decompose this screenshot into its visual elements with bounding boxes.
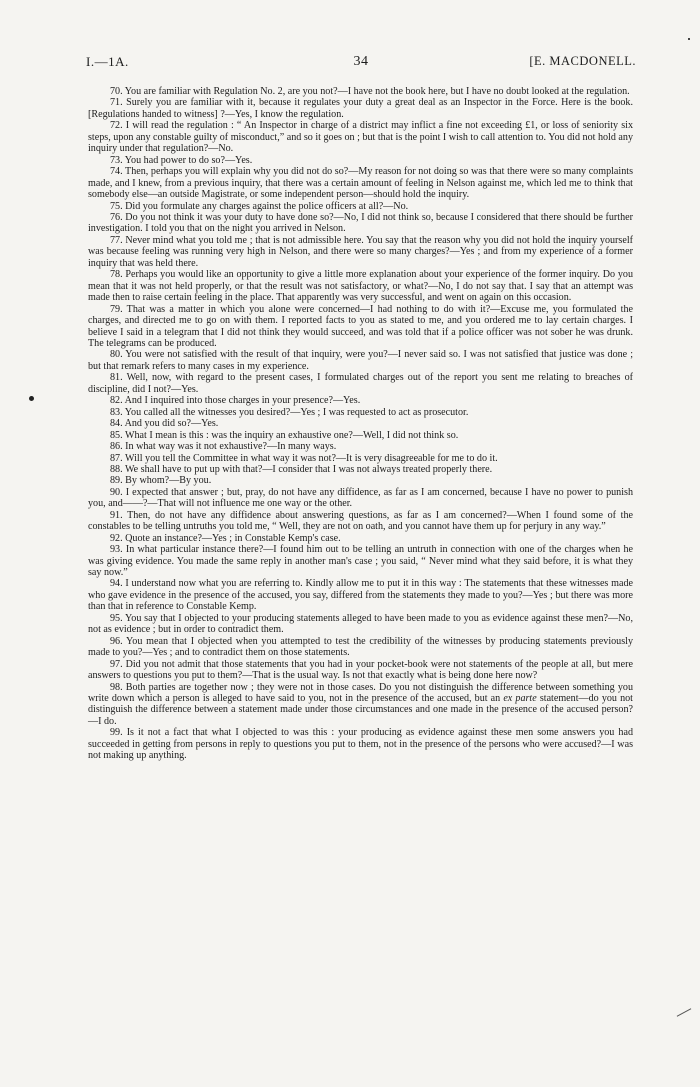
transcript-paragraph: 92. Quote an instance?—Yes ; in Constable Kemp's case.: [110, 532, 341, 544]
transcript-body: [88, 86, 633, 762]
transcript-paragraph: 84. And you did so?—Yes.: [110, 418, 219, 430]
transcript-paragraph: 78. Perhaps you would like an opportunity to give a little more explanation about your experience of the former inquiry. Do you mean that it was not held properly, or that the result was not satisfactory, or what?—No, I do not say that. I say that an attempt was made then to raise certain feeling in the place. That apparently was very successful, and went on again on this occasion.: [88, 269, 633, 304]
transcript-paragraph: 87. Will you tell the Committee in what way it was not?—It is very disagreeable for me to do it.: [110, 452, 498, 464]
transcript-paragraph: 85. What I mean is this : was the inquiry an exhaustive one?—Well, I did not think so.: [110, 429, 459, 441]
header-witness-name: [E. MACDONELL.: [529, 54, 636, 68]
transcript-paragraph: 70. You are familiar with Regulation No. 2, are you not?—I have not the book here, but I have no doubt looked at the regulation.: [110, 86, 630, 97]
margin-ink-dot: [29, 396, 34, 401]
transcript-paragraph: 75. Did you formulate any charges against the police officers at all?—No.: [110, 200, 409, 212]
transcript-paragraph: 82. And I inquired into those charges in your presence?—Yes.: [110, 395, 361, 407]
transcript-paragraph: 73. You had power to do so?—Yes.: [110, 154, 253, 166]
transcript-paragraph: 88. We shall have to put up with that?—I consider that I was not always treated properly there.: [110, 463, 493, 475]
transcript-paragraph: 99. Is it not a fact that what I objected to was this : your producing as evidence against these men some answers you had succeeded in getting from persons in reply to questions you put to them, not in the presence of the persons who were accused?—I was not making up anything.: [88, 727, 633, 762]
header-series-code: I.—1A.: [86, 54, 129, 69]
transcript-paragraph: 80. You were not satisfied with the result of that inquiry, were you?—I never said so. I was not satisfied that justice was done ; but that remark refers to many cases in my experience.: [88, 349, 633, 372]
transcript-paragraph: 72. I will read the regulation : “ An Inspector in charge of a district may inflict a fine not exceeding £1, or loss of seniority six steps, upon any constable guilty of misconduct,” and so it goes on ; but that is the point I wish to call attention to. You did not hold any inquiry under that regulation?—No.: [88, 120, 634, 155]
transcript-paragraph: 90. I expected that answer ; but, pray, do not have any diffidence, as far as I am concerned, because I have no power to punish you, and——?—That will not influence me one way or the other.: [88, 486, 633, 510]
page-number: 34: [353, 54, 369, 69]
transcript-paragraph: 95. You say that I objected to your producing statements alleged to have been made to you as evidence against these men?—No, not as evidence ; but in order to contradict them.: [88, 612, 633, 636]
corner-speck: [688, 38, 690, 40]
transcript-paragraph: 77. Never mind what you told me ; that is not admissible here. You say that the reason why you did not hold the inquiry yourself was because feeling was running very high in Nelson, and there were so many charges?—Yes ; and from my experience of a former inquiry that was held there.: [88, 234, 633, 269]
transcript-paragraph: 91. Then, do not have any diffidence about answering questions, as far as I am concerned?—When I found some of the constables to be telling untruths you told me, “ Well, they are not on oath, and you cannot have them up for perjury in any way.”: [88, 509, 633, 533]
transcript-paragraph: 71. Surely you are familiar with it, because it regulates your duty a great deal as an Inspector in the Force. Here is the book. [Regulations handed to witness] ?—Yes, I know the regulation.: [88, 97, 633, 120]
italic-phrase: ex parte: [503, 693, 537, 705]
transcript-paragraph: 79. That was a matter in which you alone were concerned—I had nothing to do with it?—Excuse me, you formulated the charges, and directed me to go on with them. I reported facts to you as stated to me, and you ordered me to lay certain charges. I believe I said in a telegram that I did not think they would succeed, and was told that if a police officer was not sober he was drunk. The telegrams can be produced.: [88, 303, 633, 349]
margin-pencil-mark: [677, 1008, 692, 1016]
transcript-paragraph: 97. Did you not admit that those statements that you had in your pocket-book were not statements of the people at all, but mere answers to questions you put to them?—That is the usual way. Is not that exactly what is being done here now?: [88, 658, 633, 682]
transcript-paragraph: 98. Both parties are together now ; they were not in those cases. Do you not distinguish the difference between something you write down which a person is alleged to have said to you, not in the presence of the accused, but an ex parte statement—do you not distinguish the difference between a statement made under those circumstances and one made in the presence of the accused person?—I do.: [88, 681, 633, 727]
transcript-paragraph: 89. By whom?—By you.: [110, 475, 212, 487]
transcript-paragraph: 94. I understand now what you are referring to. Kindly allow me to put it in this way : The statements that these witnesses made who gave evidence in the presence of the accused, you say, differed from the statements they made to you?—Yes ; but there was more than that in reference to Constable Kemp.: [88, 578, 633, 613]
transcript-paragraph: 81. Well, now, with regard to the present cases, I formulated charges out of the report you sent me relating to breaches of discipline, did I not?—Yes.: [88, 372, 633, 395]
page-header: [86, 54, 636, 72]
transcript-paragraph: 96. You mean that I objected when you attempted to test the credibility of the witnesses by producing statements previously made to you?—Yes ; and to contradict them on those statements.: [88, 635, 633, 659]
transcript-paragraph: 83. You called all the witnesses you desired?—Yes ; I was requested to act as prosecutor.: [110, 406, 469, 418]
transcript-paragraph: 76. Do you not think it was your duty to have done so?—No, I did not think so, because I considered that there should be further investigation. I told you that on the night you arrived in Nelson.: [88, 211, 633, 235]
transcript-paragraph: 74. Then, perhaps you will explain why you did not do so?—My reason for not doing so was that there were so many complaints made, and I knew, from a previous inquiry, that there was a certain amount of feeling in Nelson against me, which led me to think that somebody else—an outside Magistrate, or some independent person—should hold the inquiry.: [88, 166, 633, 201]
transcript-paragraph: 86. In what way was it not exhaustive?—In many ways.: [110, 441, 337, 453]
transcript-paragraph: 93. In what particular instance there?—I found him out to be telling an untruth in connection with one of the charges when he was giving evidence. You made the same reply in another man's case ; you said, “ Never mind what they said before, it is what they say now.”: [88, 544, 633, 579]
